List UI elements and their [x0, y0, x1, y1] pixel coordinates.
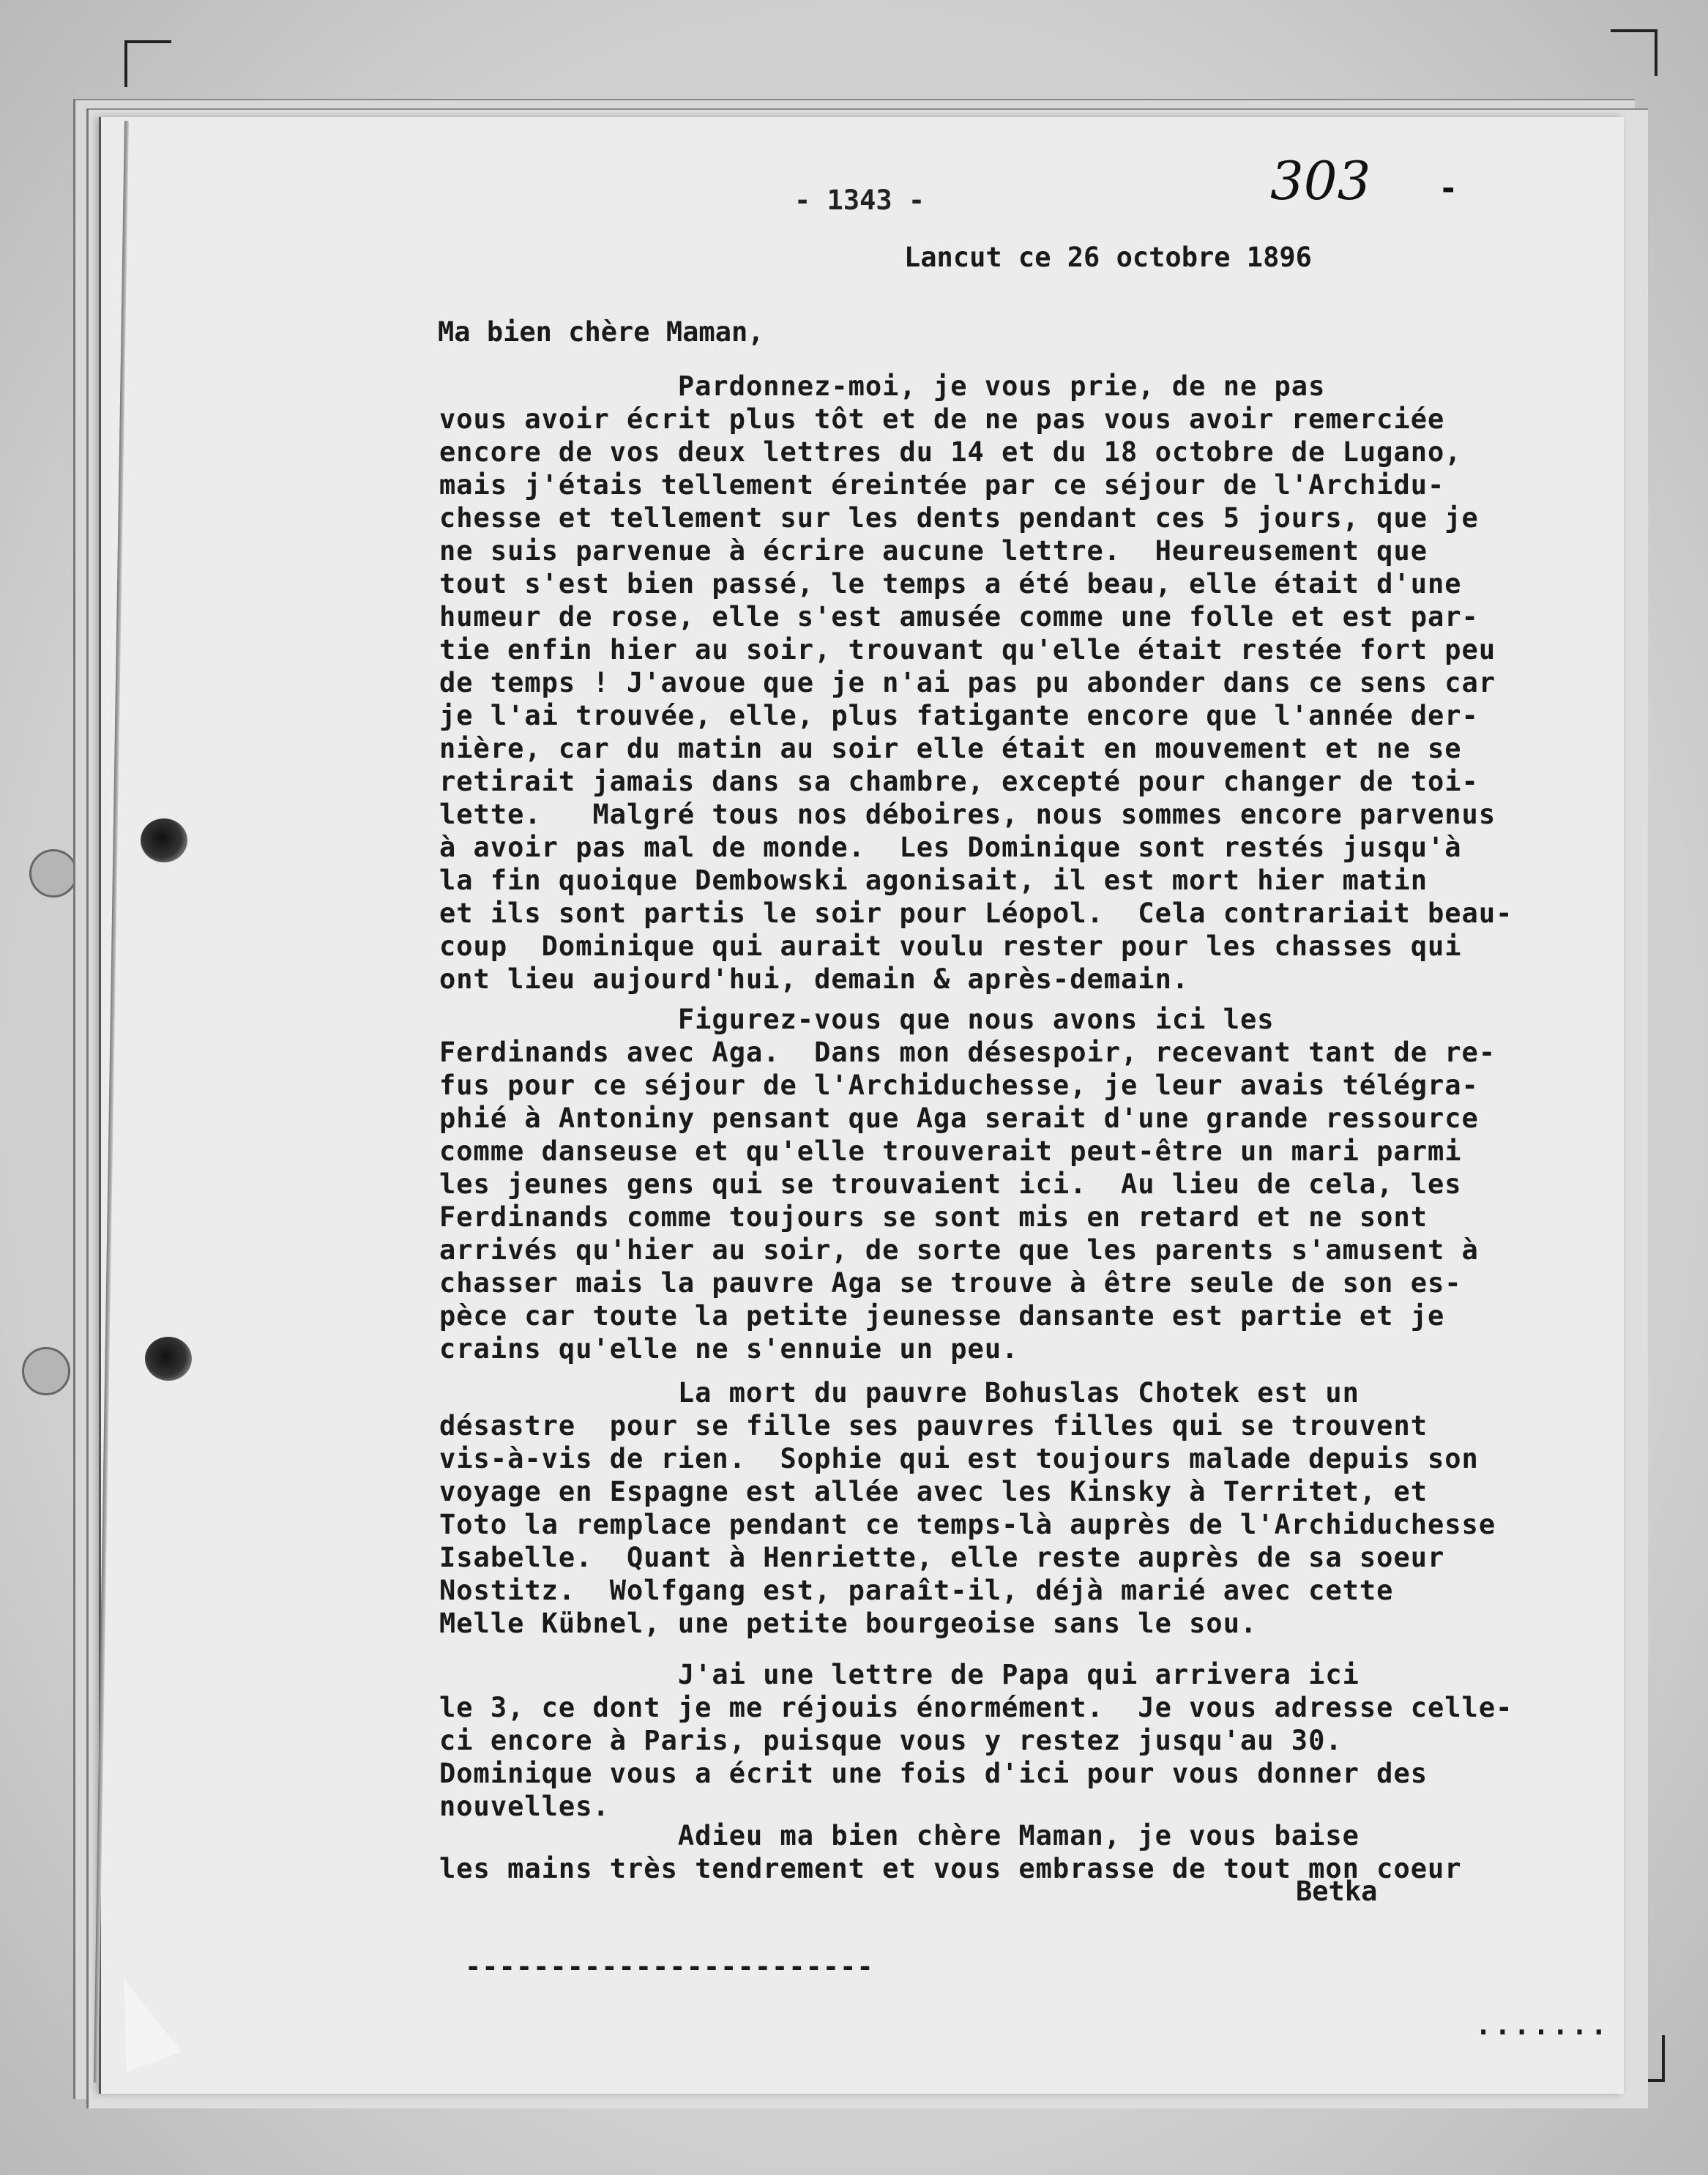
- text-line: comme danseuse et qu'elle trouverait peut-être un mari parmi: [439, 1135, 1462, 1167]
- text-line: le 3, ce dont je me réjouis énormément. Je vous adresse celle-: [439, 1692, 1513, 1723]
- binder-notch: [22, 1347, 70, 1395]
- paragraph-2: [439, 1003, 1625, 1365]
- punch-hole: [145, 1337, 192, 1381]
- text-line: à avoir pas mal de monde. Les Dominique sont restés jusqu'à: [439, 832, 1462, 863]
- text-line: Isabelle. Quant à Henriette, elle reste auprès de sa soeur: [439, 1542, 1445, 1573]
- text-line: ne suis parvenue à écrire aucune lettre. Heureusement que: [439, 535, 1428, 567]
- text-line: Toto la remplace pendant ce temps-là auprès de l'Archiduchesse: [439, 1509, 1496, 1540]
- text-line: de temps ! J'avoue que je n'ai pas pu abonder dans ce sens car: [439, 667, 1496, 698]
- salutation: Ma bien chère Maman,: [438, 316, 764, 348]
- separator-rule: ------------------------: [465, 1951, 874, 1982]
- text-line: La mort du pauvre Bohuslas Chotek est un: [439, 1377, 1360, 1409]
- text-line: Dominique vous a écrit une fois d'ici pour vous donner des: [439, 1758, 1428, 1789]
- text-line: retirait jamais dans sa chambre, excepté pour changer de toi-: [439, 766, 1479, 797]
- text-line: Nostitz. Wolfgang est, paraît-il, déjà marié avec cette: [439, 1575, 1394, 1606]
- date-line: Lancut ce 26 octobre 1896: [904, 242, 1312, 273]
- binder-notch: [29, 849, 78, 898]
- folio-dash: -: [1439, 170, 1458, 207]
- text-line: les mains très tendrement et vous embrasse de tout mon coeur: [439, 1853, 1462, 1884]
- text-line: tout s'est bien passé, le temps a été beau, elle était d'une: [439, 568, 1462, 600]
- text-line: fus pour ce séjour de l'Archiduchesse, je leur avais télégra-: [439, 1070, 1479, 1101]
- text-line: voyage en Espagne est allée avec les Kinsky à Territet, et: [439, 1476, 1428, 1507]
- text-line: lette. Malgré tous nos déboires, nous sommes encore parvenus: [439, 799, 1496, 830]
- text-line: ci encore à Paris, puisque vous y restez jusqu'au 30.: [439, 1725, 1343, 1756]
- punch-hole: [141, 818, 187, 862]
- text-line: vous avoir écrit plus tôt et de ne pas vous avoir remerciée: [439, 403, 1445, 435]
- crop-mark-top-left: [124, 40, 171, 87]
- text-line: Figurez-vous que nous avons ici les: [439, 1004, 1275, 1035]
- continuation-dots: .......: [1475, 2010, 1610, 2041]
- text-line: Ferdinands avec Aga. Dans mon désespoir, recevant tant de re-: [439, 1037, 1496, 1068]
- folio-number-handwritten: 303: [1270, 150, 1371, 212]
- text-line: Pardonnez-moi, je vous prie, de ne pas: [439, 370, 1326, 402]
- page-number-typed: - 1343 -: [794, 184, 925, 216]
- text-line: pèce car toute la petite jeunesse dansante est partie et je: [439, 1300, 1445, 1332]
- text-line: arrivés qu'hier au soir, de sorte que les parents s'amusent à: [439, 1234, 1479, 1266]
- text-line: encore de vos deux lettres du 14 et du 18 octobre de Lugano,: [439, 436, 1462, 468]
- text-line: je l'ai trouvée, elle, plus fatigante encore que l'année der-: [439, 700, 1479, 731]
- text-line: J'ai une lettre de Papa qui arrivera ici: [439, 1659, 1360, 1690]
- text-line: nière, car du matin au soir elle était en mouvement et ne se: [439, 733, 1462, 764]
- text-line: vis-à-vis de rien. Sophie qui est toujours malade depuis son: [439, 1443, 1479, 1474]
- text-line: tie enfin hier au soir, trouvant qu'elle était restée fort peu: [439, 634, 1496, 665]
- signature: Betka: [1296, 1876, 1378, 1907]
- paragraph-3: [439, 1376, 1625, 1640]
- paragraph-4: [439, 1658, 1625, 1823]
- paragraph-5: [439, 1819, 1625, 1885]
- text-line: la fin quoique Dembowski agonisait, il est mort hier matin: [439, 865, 1428, 896]
- text-line: et ils sont partis le soir pour Léopol. Cela contrariait beau-: [439, 898, 1513, 929]
- crop-mark-top-right: [1611, 29, 1657, 76]
- text-line: Ferdinands comme toujours se sont mis en retard et ne sont: [439, 1201, 1428, 1233]
- text-line: les jeunes gens qui se trouvaient ici. Au lieu de cela, les: [439, 1168, 1462, 1200]
- text-line: chasser mais la pauvre Aga se trouve à être seule de son es-: [439, 1267, 1462, 1299]
- text-line: Adieu ma bien chère Maman, je vous baise: [439, 1820, 1360, 1851]
- text-line: crains qu'elle ne s'ennuie un peu.: [439, 1333, 1019, 1365]
- text-line: Melle Kübnel, une petite bourgeoise sans le sou.: [439, 1608, 1258, 1639]
- text-line: ont lieu aujourd'hui, demain & après-demain.: [439, 963, 1190, 995]
- paragraph-1: [439, 370, 1625, 996]
- text-line: chesse et tellement sur les dents pendant ces 5 jours, que je: [439, 502, 1479, 534]
- text-line: désastre pour se fille ses pauvres filles qui se trouvent: [439, 1410, 1428, 1441]
- text-line: mais j'étais tellement éreintée par ce séjour de l'Archidu-: [439, 469, 1445, 501]
- text-line: coup Dominique qui aurait voulu rester pour les chasses qui: [439, 930, 1462, 962]
- text-line: phié à Antoniny pensant que Aga serait d'une grande ressource: [439, 1103, 1479, 1134]
- text-line: nouvelles.: [439, 1791, 610, 1822]
- text-line: humeur de rose, elle s'est amusée comme une folle et est par-: [439, 601, 1479, 633]
